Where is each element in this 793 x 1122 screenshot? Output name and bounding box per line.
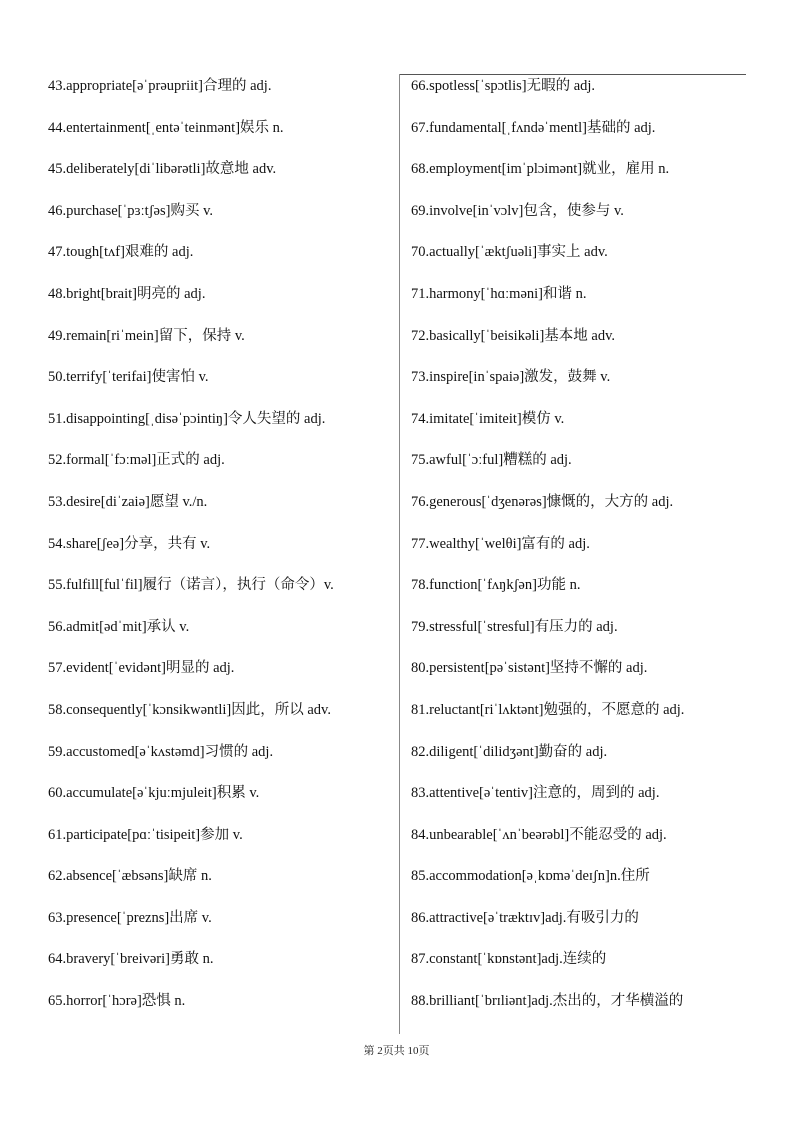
vocab-entry: 84.unbearable[ˈʌnˈbeərəbl]不能忍受的 adj. — [411, 826, 667, 843]
vocab-entry: 62.absence[ˈæbsəns]缺席 n. — [48, 868, 212, 885]
vocab-entry: 48.bright[brait]明亮的 adj. — [48, 285, 206, 302]
vocab-entry: 85.accommodation[əˌkɒməˈdeɪʃn]n.住所 — [411, 868, 650, 885]
vocab-entry: 45.deliberately[diˈlibərətli]故意地 adv. — [48, 161, 277, 178]
vocab-entry: 83.attentive[əˈtentiv]注意的，周到的 adj. — [411, 785, 660, 802]
vocab-entry: 88.brilliant[ˈbrɪliənt]adj.杰出的，才华横溢的 — [411, 993, 684, 1010]
vocab-entry: 58.consequently[ˈkɔnsikwəntli]因此，所以 adv. — [48, 701, 331, 718]
vocab-entry: 70.actually[ˈæktʃuəli]事实上 adv. — [411, 244, 608, 261]
vocab-entry: 74.imitate[ˈimiteit]模仿 v. — [411, 410, 565, 427]
vocab-entry: 73.inspire[inˈspaiə]激发，鼓舞 v. — [411, 369, 611, 386]
vocab-entry: 86.attractive[əˈtræktɪv]adj.有吸引力的 — [411, 909, 639, 926]
vocab-entry: 54.share[ʃeə]分享，共有 v. — [48, 535, 211, 552]
vocab-entry: 76.generous[ˈdʒenərəs]慷慨的，大方的 adj. — [411, 493, 674, 510]
vocab-entry: 87.constant[ˈkɒnstənt]adj.连续的 — [411, 951, 607, 968]
vocab-entry: 52.formal[ˈfɔːməl]正式的 adj. — [48, 452, 225, 469]
column-divider — [399, 74, 400, 1034]
vocab-entry: 44.entertainment[ˌentəˈteinmənt]娱乐 n. — [48, 119, 284, 136]
vocab-entry: 47.tough[tʌf]艰难的 adj. — [48, 244, 194, 261]
vocab-entry: 72.basically[ˈbeisikəli]基本地 adv. — [411, 327, 616, 344]
vocab-entry: 80.persistent[pəˈsistənt]坚持不懈的 adj. — [411, 660, 648, 677]
vocab-entry: 61.participate[pɑːˈtisipeit]参加 v. — [48, 826, 243, 843]
vocab-entry: 50.terrify[ˈterifai]使害怕 v. — [48, 369, 209, 386]
vocab-entry: 81.reluctant[riˈlʌktənt]勉强的，不愿意的 adj. — [411, 701, 685, 718]
vocab-entry: 57.evident[ˈevidənt]明显的 adj. — [48, 660, 235, 677]
vocab-entry: 53.desire[diˈzaiə]愿望 v./n. — [48, 493, 208, 510]
page-number-footer: 第 2页共 10页 — [363, 1045, 430, 1057]
vocab-entry: 68.employment[imˈplɔimənt]就业，雇用 n. — [411, 161, 670, 178]
left-column — [48, 75, 393, 1032]
vocab-entry: 75.awful[ˈɔːful]糟糕的 adj. — [411, 452, 572, 469]
vocab-entry: 59.accustomed[əˈkʌstəmd]习惯的 adj. — [48, 743, 274, 760]
vocab-entry: 77.wealthy[ˈwelθi]富有的 adj. — [411, 535, 590, 552]
vocab-entry: 46.purchase[ˈpɜːtʃəs]购买 v. — [48, 202, 214, 219]
vocab-entry: 49.remain[riˈmein]留下，保持 v. — [48, 327, 245, 344]
vocab-entry: 64.bravery[ˈbreivəri]勇敢 n. — [48, 951, 214, 968]
vocab-entry: 43.appropriate[əˈprəupriit]合理的 adj. — [48, 78, 272, 94]
vocab-entry: 60.accumulate[əˈkjuːmjuleit]积累 v. — [48, 785, 260, 802]
vocab-entry: 69.involve[inˈvɔlv]包含，使参与 v. — [411, 202, 624, 219]
vocab-entry: 65.horror[ˈhɔrə]恐惧 n. — [48, 993, 186, 1010]
vocab-entry: 79.stressful[ˈstresful]有压力的 adj. — [411, 618, 618, 635]
vocab-entry: 82.diligent[ˈdilidʒənt]勤奋的 adj. — [411, 743, 608, 760]
right-column — [411, 75, 751, 1032]
vocab-entry: 66.spotless[ˈspɔtlis]无暇的 adj. — [411, 78, 596, 94]
vocab-entry: 78.function[ˈfʌŋkʃən]功能 n. — [411, 577, 581, 594]
vocab-entry: 55.fulfill[fulˈfil]履行（诺言），执行（命令）v. — [48, 577, 334, 594]
vocab-entry: 56.admit[ədˈmit]承认 v. — [48, 618, 190, 635]
vocab-entry: 63.presence[ˈprezns]出席 v. — [48, 909, 212, 926]
vocab-entry: 67.fundamental[ˌfʌndəˈmentl]基础的 adj. — [411, 119, 656, 136]
vocab-entry: 51.disappointing[ˌdisəˈpɔintiŋ]令人失望的 adj. — [48, 410, 326, 427]
vocab-entry: 71.harmony[ˈhɑːməni]和谐 n. — [411, 285, 587, 302]
